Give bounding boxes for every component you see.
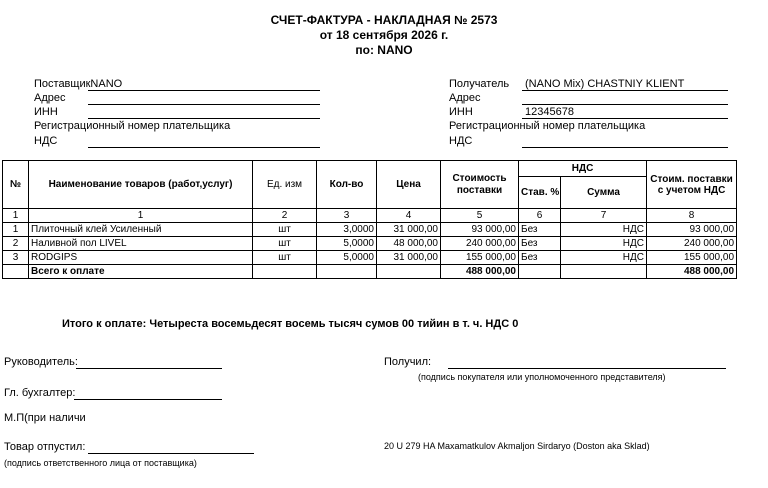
supplier-name-line	[88, 90, 320, 91]
row-name: Плиточный клей Усиленный	[29, 223, 253, 237]
row-nds-rate: Без	[519, 237, 561, 251]
accountant-sign-line	[74, 399, 222, 400]
col-header-cost: Стоимость поставки	[441, 161, 519, 209]
invoice-title: СЧЕТ-ФАКТУРА - НАКЛАДНАЯ № 2573	[270, 13, 498, 27]
row-qty: 5,0000	[317, 237, 377, 251]
total-row	[3, 265, 737, 279]
supplier-inn-line	[88, 118, 320, 119]
supplier-name: NANO	[90, 78, 123, 90]
row-total: 240 000,00	[647, 237, 737, 251]
row-unit: шт	[253, 237, 317, 251]
row-nds-sum: НДС	[561, 251, 647, 265]
row-nds-rate: Без	[519, 223, 561, 237]
received-sign-line	[448, 368, 726, 369]
col-header-qty: Кол-во	[317, 161, 377, 209]
row-num: 1	[3, 223, 29, 237]
table-row	[3, 223, 737, 237]
row-unit: шт	[253, 223, 317, 237]
row-qty: 3,0000	[317, 223, 377, 237]
supplier-address-label: Адрес	[34, 92, 66, 104]
row-name: Наливной пол LIVEL	[29, 237, 253, 251]
col-header-nds-rate: Став. %	[519, 177, 561, 209]
col-number: 2	[253, 209, 317, 223]
total-cost: 488 000,00	[441, 265, 519, 279]
total-label: Всего к оплате	[29, 265, 253, 279]
row-nds-sum: НДС	[561, 237, 647, 251]
invoice-date: от 18 сентября 2026 г.	[319, 28, 449, 42]
receiver-name: (NANO Mix) CHASTNIY KLIENT	[525, 78, 685, 90]
col-header-nds-sum: Сумма	[561, 177, 647, 209]
released-sign-line	[88, 453, 254, 454]
row-total: 93 000,00	[647, 223, 737, 237]
invoice-org: по: NANO	[355, 43, 413, 57]
accountant-label: Гл. бухгалтер:	[4, 387, 76, 399]
courier-info: 20 U 279 HA Maxamatkulov Akmaljon Sirdaryo (Doston aka Sklad)	[384, 441, 650, 451]
receiver-reg-label: Регистрационный номер плательщика	[449, 120, 646, 132]
supplier-nds-label: НДС	[34, 135, 58, 147]
receiver-label: Получатель	[449, 78, 510, 90]
row-nds-rate: Без	[519, 251, 561, 265]
director-label: Руководитель:	[4, 356, 78, 368]
col-header-num: №	[3, 161, 29, 209]
receiver-address-label: Адрес	[449, 92, 481, 104]
total-sum: 488 000,00	[647, 265, 737, 279]
summary-text: Итого к оплате: Четыреста восемьдесят восемь тысяч сумов 00 тийин в т. ч. НДС 0	[62, 318, 519, 330]
col-number: 1	[3, 209, 29, 223]
row-total: 155 000,00	[647, 251, 737, 265]
row-nds-sum: НДС	[561, 223, 647, 237]
row-price: 48 000,00	[377, 237, 441, 251]
receiver-nds-line	[522, 147, 728, 148]
row-name: RODGIPS	[29, 251, 253, 265]
row-num: 3	[3, 251, 29, 265]
col-number: 6	[519, 209, 561, 223]
col-number: 3	[317, 209, 377, 223]
released-label: Товар отпустил:	[4, 441, 86, 453]
received-note: (подпись покупателя или уполномоченного представителя)	[418, 372, 666, 382]
column-number-row	[3, 209, 737, 223]
director-sign-line	[76, 368, 222, 369]
supplier-nds-line	[88, 147, 320, 148]
row-cost: 240 000,00	[441, 237, 519, 251]
receiver-name-line	[522, 90, 728, 91]
receiver-inn-label: ИНН	[449, 106, 473, 118]
row-cost: 93 000,00	[441, 223, 519, 237]
supplier-address-line	[88, 104, 320, 105]
col-number: 5	[441, 209, 519, 223]
col-number: 1	[29, 209, 253, 223]
row-price: 31 000,00	[377, 251, 441, 265]
row-price: 31 000,00	[377, 223, 441, 237]
col-header-nds: НДС	[519, 161, 647, 177]
col-header-unit: Ед. изм	[253, 161, 317, 209]
receiver-inn-line	[522, 118, 728, 119]
col-header-name: Наименование товаров (работ,услуг)	[29, 161, 253, 209]
row-qty: 5,0000	[317, 251, 377, 265]
supplier-label: ПоставщикNANO	[34, 78, 123, 90]
col-header-total: Стоим. поставки с учетом НДС	[647, 161, 737, 209]
table-row	[3, 251, 737, 265]
invoice-table	[2, 160, 737, 279]
released-note: (подпись ответственного лица от поставщика)	[4, 458, 197, 468]
supplier-reg-label: Регистрационный номер плательщика	[34, 120, 231, 132]
receiver-address-line	[522, 104, 728, 105]
col-number: 4	[377, 209, 441, 223]
row-cost: 155 000,00	[441, 251, 519, 265]
row-unit: шт	[253, 251, 317, 265]
receiver-nds-label: НДС	[449, 135, 473, 147]
stamp-label: М.П(при наличи	[4, 412, 86, 424]
col-header-price: Цена	[377, 161, 441, 209]
col-number: 8	[647, 209, 737, 223]
col-number: 7	[561, 209, 647, 223]
supplier-inn-label: ИНН	[34, 106, 58, 118]
received-label: Получил:	[384, 356, 432, 368]
table-row	[3, 237, 737, 251]
row-num: 2	[3, 237, 29, 251]
receiver-inn-value: 12345678	[525, 106, 574, 118]
